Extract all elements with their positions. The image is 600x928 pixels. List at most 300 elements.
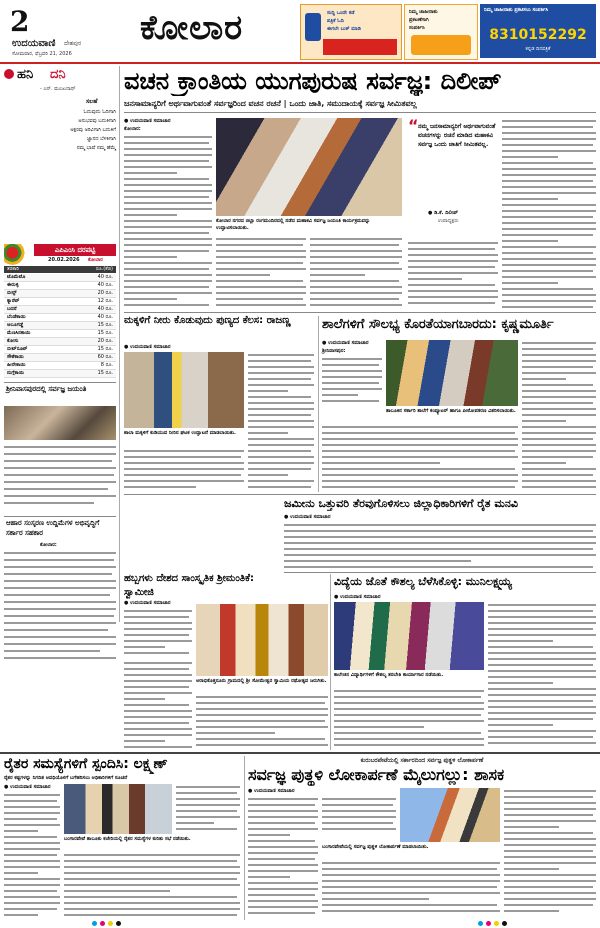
text-line [124, 214, 177, 216]
text-line [64, 902, 240, 904]
text-line [4, 812, 60, 814]
text-line [322, 456, 518, 458]
poem-body [8, 108, 116, 153]
text-line [4, 890, 57, 892]
text-line [488, 730, 596, 732]
text-line [504, 910, 559, 912]
text-line [322, 804, 393, 806]
text-line [196, 732, 275, 734]
text-line [502, 162, 593, 164]
farmer-rule [244, 756, 245, 920]
water-photo [124, 352, 244, 428]
statue-text-a [248, 796, 318, 918]
text-line [176, 786, 240, 788]
text-line [248, 852, 318, 854]
text-line [124, 456, 241, 458]
lead-subhead: ಜನಸಾಮಾನ್ಯರಿಗೆ ಅರ್ಥವಾಗುವಂತೆ ಸರ್ವಜ್ಞರಿಂದ ವಚನ ರಚನೆ | ಒಂದು ಜಾತಿ, ಸಮುದಾಯಕ್ಕೆ ಸರ್ವಜ್ಞ ಸೀಮಿತವಲ್ಲ [124, 99, 417, 108]
text-line [522, 354, 596, 356]
market-item: ಬದನೆ [7, 306, 17, 312]
text-line [124, 462, 244, 464]
school-caption: ತಾಲೂಕಿನ ಸರ್ಕಾರಿ ಶಾಲೆಗೆ ಕಂಪ್ಯೂಟರ್ ಹಾಗೂ ಪೀಠೋಪಕರಣ ವಿತರಿಸಲಾಯಿತು. [386, 408, 516, 414]
text-line [522, 432, 596, 434]
text-line [124, 710, 192, 712]
text-line [64, 884, 240, 886]
text-line [216, 298, 303, 300]
statue-text-d [504, 788, 596, 918]
pullquote-role: ಉಪಾಧ್ಯಕ್ಷರು [438, 218, 459, 224]
text-line [4, 866, 60, 868]
text-line [522, 426, 596, 428]
ad-contact[interactable] [480, 4, 596, 58]
text-line [124, 280, 212, 282]
text-line [216, 250, 306, 252]
text-line [502, 156, 558, 158]
text-line [488, 694, 596, 696]
text-line [216, 286, 306, 288]
text-line [4, 878, 60, 880]
statue-caption: ಬಂಗಾರಪೇಟೆಯಲ್ಲಿ ಸರ್ವಜ್ಞ ಪುತ್ಥಳಿ ಲೋಕಾರ್ಪಣೆ ಮಾಡಲಾಯಿತು. [322, 844, 429, 850]
market-price: 60 ರೂ. [97, 354, 113, 360]
farmer-text-c [64, 852, 240, 918]
text-line [408, 296, 498, 298]
text-line [284, 530, 593, 532]
sidebar-story3-byline: ಕೋಲಾರ: [40, 542, 57, 548]
poem-line: ನಮ್ಮ ಭಾಷೆ ನಮ್ಮ ಹೆಮ್ಮೆ [76, 145, 116, 151]
sidebar-story2-photo [4, 406, 116, 440]
market-price: 20 ರೂ. [97, 338, 113, 344]
text-line [124, 722, 189, 724]
text-line [522, 366, 593, 368]
text-line [176, 798, 240, 800]
text-line [504, 790, 596, 792]
text-line [488, 700, 593, 702]
text-line [322, 892, 500, 894]
text-line [284, 554, 596, 556]
text-line [248, 906, 318, 908]
text-line [64, 878, 237, 880]
pullquote-text: ನಮ್ಮ ಜನಸಾಮಾನ್ಯರಿಗೆ ಅರ್ಥವಾಗುವಂತೆ ವಚನಗಳನ್ನು ರಚನೆ ಮಾಡಿದ ಮಹಾಕವಿ ಸರ್ವಜ್ಞ ಒಂದು ಜಾತಿಗೆ ಸೀಮಿತವಲ್ಲ. [418, 123, 496, 148]
text-line [284, 566, 593, 568]
text-line [4, 800, 57, 802]
text-line [284, 548, 593, 550]
text-line [522, 390, 596, 392]
ad-publish[interactable] [404, 4, 478, 60]
text-line [124, 154, 212, 156]
page-number: 2 [10, 5, 30, 38]
market-item: ಟೊಮೆಟೊ [7, 274, 26, 280]
lead-headline: ವಚನ ಕ್ರಾಂತಿಯ ಯುಗಪುರುಷ ಸರ್ವಜ್ಞ: ದಿಲೀಪ್ [124, 67, 502, 95]
fest-text-b [124, 660, 192, 752]
text-line [522, 444, 596, 446]
text-line [4, 854, 57, 856]
text-line [124, 136, 212, 138]
issue-date: ಸೋಮವಾರ, ಫೆಬ್ರವರಿ 21, 2026 [12, 51, 72, 57]
text-line [124, 616, 189, 618]
text-line [248, 486, 311, 488]
text-line [124, 734, 192, 736]
text-line [124, 190, 212, 192]
text-line [502, 120, 596, 122]
text-line [124, 716, 192, 718]
text-line [502, 144, 593, 146]
market-item: ಆಲೂಗಡ್ಡೆ [7, 322, 24, 328]
text-line [408, 302, 495, 304]
skill-text-a [334, 688, 484, 750]
poem-line: ಜ್ಞಾನದ ಬೆಳಕಿಗಾಗಿ [86, 136, 116, 142]
text-line [488, 688, 596, 690]
text-line [522, 474, 593, 476]
registration-dot [486, 921, 491, 926]
text-line [522, 438, 593, 440]
text-line [248, 894, 315, 896]
text-line [488, 742, 596, 744]
text-line [248, 444, 314, 446]
text-line [502, 276, 596, 278]
lead-text-col2 [216, 236, 306, 310]
text-line [124, 304, 209, 306]
text-line [124, 250, 209, 252]
skill-text-b [488, 602, 596, 750]
text-line [124, 238, 212, 240]
text-line [322, 898, 429, 900]
text-line [64, 860, 237, 862]
registration-dot [108, 921, 113, 926]
market-title: ಎಪಿಎಂಸಿ ದರಪಟ್ಟಿ [34, 244, 116, 256]
text-line [408, 290, 498, 292]
text-line [502, 264, 596, 266]
water-caption: ಶಾಲಾ ಮಕ್ಕಳಿಗೆ ಕುಡಿಯುವ ನೀರಿನ ಘಟಕ ಉದ್ಘಾಟನೆ ಮಾಡಲಾಯಿತು. [124, 430, 236, 436]
text-line [488, 676, 596, 678]
text-line [176, 810, 237, 812]
text-line [216, 256, 306, 258]
ad-contact-phone: 8310152292 [489, 27, 587, 43]
text-line [196, 738, 325, 740]
text-line [408, 248, 495, 250]
text-line [124, 226, 212, 228]
text-line [504, 808, 596, 810]
text-line [248, 474, 288, 476]
text-line [248, 858, 315, 860]
text-line [248, 480, 314, 482]
text-line [504, 832, 593, 834]
text-line [322, 486, 515, 488]
text-line [310, 268, 402, 270]
text-line [408, 254, 498, 256]
text-line [248, 816, 318, 818]
text-line [124, 646, 165, 648]
text-line [4, 872, 38, 874]
text-line [4, 836, 57, 838]
text-line [64, 890, 170, 892]
text-line [4, 824, 60, 826]
text-line [502, 186, 596, 188]
water-text-b [124, 448, 244, 492]
farmer-text-b [176, 784, 240, 834]
text-line [124, 468, 244, 470]
text-line [504, 886, 593, 888]
section-title: ಕೋಲಾರ [140, 8, 244, 48]
fest-rule [330, 574, 331, 750]
hanidani-logo [4, 66, 116, 84]
text-line [502, 222, 596, 224]
text-line [64, 866, 240, 868]
school-text-a [322, 356, 382, 408]
text-line [216, 262, 303, 264]
statue-headline: ಸರ್ವಜ್ಞ ಪುತ್ಥಳಿ ಲೋಕಾರ್ಪಣೆ ಮೈಲುಗಲ್ಲು: ಶಾಸಕ [248, 765, 505, 784]
text-line [4, 842, 60, 844]
school-headline: ಶಾಲೆಗಳಿಗೆ ಸೌಲಭ್ಯ ಕೊರತೆಯಾಗಬಾರದು: ಕೃಷ್ಣಮೂರ್ತಿ [322, 317, 554, 332]
lead-sub-rule [124, 112, 596, 113]
statue-byline: ● ಉದಯವಾಣಿ ಸಮಾಚಾರ [248, 788, 295, 794]
text-line [310, 262, 399, 264]
fest-headline: ಹಬ್ಬಗಳು ದೇಶದ ಸಾಂಸ್ಕೃತಿಕ ಶ್ರೀಮಂತಿಕೆ: ಸ್ವಾಮೀಜಿ [124, 573, 254, 598]
print-registration-marks [0, 920, 600, 928]
sidebar-story3-text [4, 550, 116, 670]
edition-label: ದೇಶಪುರ [64, 40, 82, 47]
text-line [284, 560, 471, 562]
sidebar-story2-text [4, 444, 116, 512]
text-line [4, 914, 38, 916]
market-item: ಬೀಟ್‌ರೂಟ್ [7, 346, 28, 352]
statue-kicker: ಕುರುಬರಪೇಟೆಯಲ್ಲಿ ಸರ್ಕಾರದಿಂದ ಸರ್ವಜ್ಞ ಪುತ್ಥಳಿ ಲೋಕಾರ್ಪಣೆ [360, 757, 484, 764]
market-row [4, 338, 116, 346]
registration-dot [494, 921, 499, 926]
text-line [488, 610, 593, 612]
masthead [0, 0, 600, 62]
text-line [216, 274, 270, 276]
fest-photo [196, 604, 328, 676]
text-line [502, 138, 596, 140]
text-line [248, 834, 290, 836]
text-line [248, 432, 288, 434]
text-line [502, 150, 596, 152]
school-byline: ● ಉದಯವಾಣಿ ಸಮಾಚಾರ [322, 340, 369, 346]
text-line [124, 668, 189, 670]
text-line [124, 728, 192, 730]
text-line [4, 902, 60, 904]
text-line [248, 882, 318, 884]
text-line [502, 282, 558, 284]
text-line [248, 840, 315, 842]
text-line [522, 486, 596, 488]
market-header-item: ತರಕಾರಿ [7, 266, 19, 272]
text-line [408, 260, 498, 262]
market-row [4, 298, 116, 306]
text-line [408, 284, 495, 286]
text-line [124, 202, 212, 204]
text-line [504, 862, 596, 864]
text-line [248, 798, 318, 800]
text-line [124, 256, 177, 258]
vegetables-image [4, 244, 32, 266]
text-line [124, 610, 192, 612]
text-line [124, 166, 212, 168]
text-line [124, 178, 209, 180]
lead-text-col1 [124, 134, 212, 310]
text-line [124, 704, 189, 706]
market-item: ಈರುಳ್ಳಿ [7, 282, 19, 288]
text-line [502, 204, 596, 206]
text-line [488, 664, 593, 666]
text-line [176, 822, 214, 824]
text-line [248, 360, 311, 362]
text-line [64, 872, 240, 874]
text-line [502, 240, 558, 242]
quote-icon: “ [408, 116, 419, 135]
text-line [322, 426, 518, 428]
text-line [504, 880, 596, 882]
lead-byline: ● ಉದಯವಾಣಿ ಸಮಾಚಾರ [124, 118, 171, 124]
text-line [310, 250, 402, 252]
text-line [124, 692, 192, 694]
text-line [124, 292, 212, 294]
text-line [124, 274, 212, 276]
text-line [488, 604, 596, 606]
text-line [522, 384, 593, 386]
text-line [248, 870, 318, 872]
text-line [502, 228, 596, 230]
text-line [64, 914, 237, 916]
text-line [488, 724, 553, 726]
market-item: ಬೆಂಡೆಕಾಯಿ [7, 314, 26, 320]
text-line [502, 126, 593, 128]
text-line [4, 860, 60, 862]
sidebar [0, 64, 118, 624]
text-line [322, 828, 396, 830]
water-text-a [248, 352, 314, 492]
text-line [334, 702, 484, 704]
text-line [248, 456, 314, 458]
text-line [124, 474, 241, 476]
lead-pullquote [408, 118, 498, 238]
market-box [4, 244, 116, 376]
text-line [248, 828, 318, 830]
text-line [504, 856, 596, 858]
statue-text-b [322, 796, 396, 836]
market-row [4, 322, 116, 330]
farmer-byline: ● ಉದಯವಾಣಿ ಸಮಾಚಾರ [4, 784, 51, 790]
ad-contact-text: ನಿಮ್ಮ ಜಾಹೀರಾತು ಪ್ರಕಟಿಸಲು ಸಂಪರ್ಕಿಸಿ [484, 7, 549, 13]
text-line [502, 306, 593, 308]
text-line [248, 888, 318, 890]
text-line [64, 854, 240, 856]
text-line [248, 384, 314, 386]
text-line [248, 408, 314, 410]
text-line [522, 414, 596, 416]
lead-dateline: ಕೋಲಾರ: [124, 126, 141, 132]
farmer-photo [64, 784, 172, 834]
text-line [4, 830, 38, 832]
text-line [504, 820, 596, 822]
text-line [310, 304, 402, 306]
text-line [322, 886, 497, 888]
text-line [522, 360, 596, 362]
text-line [488, 652, 596, 654]
text-line [322, 904, 497, 906]
text-line [502, 132, 596, 134]
text-line [322, 438, 518, 440]
ad-subscribe[interactable] [300, 4, 402, 60]
text-line [502, 252, 593, 254]
poem-author: - ಎನ್. ಮಂಜುನಾಥ್ [40, 86, 76, 92]
text-line [124, 220, 212, 222]
sidebar-divider [4, 382, 116, 383]
text-line [488, 634, 596, 636]
text-line [488, 706, 596, 708]
text-line [488, 628, 593, 630]
text-line [196, 702, 325, 704]
text-line [284, 524, 596, 526]
text-line [124, 232, 209, 234]
text-line [322, 462, 440, 464]
text-line [124, 244, 212, 246]
poem-line: ಅಕ್ಷರವು ಅರಿವಿಗಾಗಿ ಬದುಕಿಗೆ [70, 127, 116, 133]
text-line [124, 450, 244, 452]
text-line [522, 378, 566, 380]
lead-photo [216, 118, 402, 216]
market-price: 15 ರೂ. [97, 346, 113, 352]
lead-text-col5 [502, 118, 596, 310]
text-line [504, 868, 559, 870]
text-line [522, 372, 596, 374]
text-line [248, 396, 311, 398]
text-line [248, 420, 314, 422]
school-dateline: ಶ್ರೀನಿವಾಸಪುರ: [322, 348, 346, 354]
text-line [488, 670, 596, 672]
market-row [4, 314, 116, 322]
text-line [322, 358, 382, 360]
text-line [522, 462, 566, 464]
text-line [124, 662, 192, 664]
fest-byline: ● ಉದಯವಾಣಿ ಸಮಾಚಾರ [124, 600, 171, 606]
ad-publish-text: ನಿಮ್ಮ ಜಾಹೀರಾತು ಪ್ರಕಟಣೆಗಾಗಿ ಸಂಪರ್ಕಿಸಿ [409, 9, 438, 31]
text-line [124, 622, 192, 624]
poem-line: ಅನುಭವವು ಬದುಕಿಗಾಗಿ [78, 118, 116, 124]
market-row [4, 330, 116, 338]
market-row [4, 362, 116, 370]
text-line [64, 896, 237, 898]
market-item: ನುಗ್ಗೆಕಾಯಿ [7, 370, 24, 376]
text-line [248, 846, 318, 848]
text-line [124, 674, 192, 676]
text-line [322, 394, 358, 396]
water-rule [318, 316, 319, 492]
text-line [284, 542, 596, 544]
school-photo [386, 340, 518, 406]
text-line [504, 892, 596, 894]
text-line [310, 244, 399, 246]
text-line [310, 274, 365, 276]
text-line [522, 468, 596, 470]
text-line [248, 900, 318, 902]
skill-byline: ● ಉದಯವಾಣಿ ಸಮಾಚಾರ [334, 594, 381, 600]
text-line [502, 234, 593, 236]
text-line [310, 286, 402, 288]
text-line [334, 720, 484, 722]
text-line [502, 270, 593, 272]
text-line [196, 720, 325, 722]
text-line [124, 196, 209, 198]
text-line [124, 698, 165, 700]
farmer-subhead: ರೈತರ ಕಷ್ಟಗಳನ್ನು ನಿಗದಿತ ಅವಧಿಯೊಳಗೆ ಬಗೆಹರಿಸಲು ಅಧಿಕಾರಿಗಳಿಗೆ ಸೂಚನೆ [4, 775, 128, 781]
fest-text-a [124, 608, 192, 656]
text-line [310, 238, 402, 240]
text-line [502, 288, 593, 290]
text-line [322, 376, 382, 378]
text-line [334, 708, 484, 710]
text-line [334, 714, 481, 716]
text-line [408, 266, 495, 268]
